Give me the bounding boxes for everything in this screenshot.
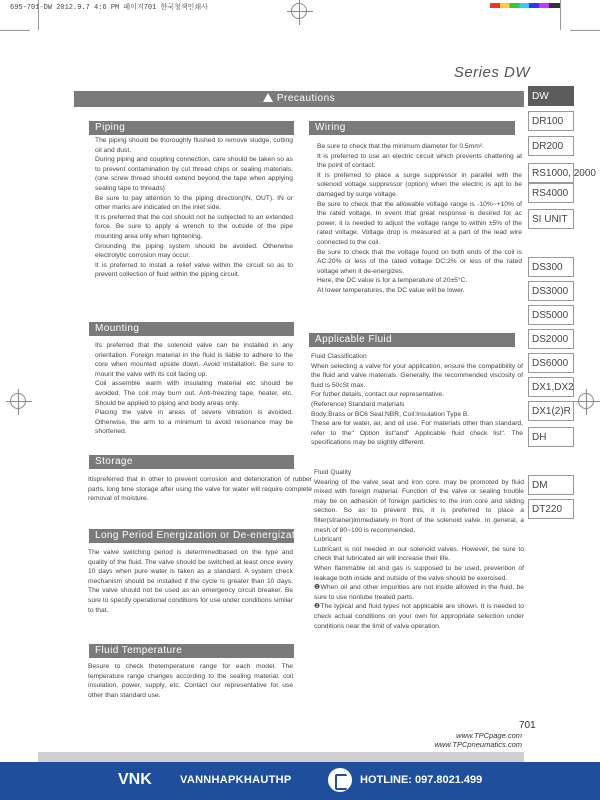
storage-body (88, 475, 312, 504)
fluid-temperature-body (88, 662, 293, 700)
fluid-classification-body (311, 352, 523, 448)
section-header-storage (89, 455, 294, 469)
paragraph: It is preferred to install a relief valve within the circuit so as to prevent collection of fluid within the piping circuit. (95, 261, 293, 279)
mounting-body (95, 341, 293, 437)
tab-rs1000-2000[interactable]: RS1000, 2000 (528, 163, 574, 183)
paragraph: (Reference) Standard materials (311, 400, 405, 408)
brand-name: VANNHAPKHAUTHP (180, 774, 292, 786)
section-header-fluid-temperature (89, 644, 294, 658)
registration-mark-icon (578, 393, 594, 409)
paragraph: When selecting a valve for your application, ensure the compatibility of the fluid and valve materials. Generally, the recommended viscosity of fluid is 50cSt max. (311, 362, 523, 389)
section-title: Piping (95, 122, 126, 133)
paragraph: Lubricant (314, 536, 342, 544)
wiring-body (317, 142, 522, 296)
tab-ds300[interactable]: DS300 (528, 257, 574, 277)
hotline-text[interactable]: HOTLINE: 097.8021.499 (360, 774, 483, 786)
print-header-text: 695-701-DW 2012.9.7 4:6 PM 페이지701 한국청색인쇄사 (10, 4, 208, 12)
paragraph: Body:Brass or BC6 Seal:NBR, Coil:Insulation Type B. (311, 410, 470, 418)
section-header-mounting (89, 322, 294, 336)
section-header-applicable-fluid (309, 333, 515, 347)
tab-si-unit[interactable]: SI UNIT (528, 209, 574, 229)
section-title: Mounting (95, 323, 140, 334)
paragraph: Coil assemble warm with insulating material etc should be avoided. The coil may burn out. Anti-freezing tape, heater, etc. Should be applied to piping and body areas only. (95, 380, 293, 407)
paragraph: ❷The typical and fluid types not applicable are shown. It is needed to check actual conditions on your own for appropriate selection under conditions near the limit of valve operation. (314, 603, 524, 630)
url-tpcpage[interactable]: www.TPCpage.com (456, 731, 522, 740)
tab-dx1-dx2[interactable]: DX1,DX2 (528, 377, 574, 397)
tab-ds2000[interactable]: DS2000 (528, 329, 574, 349)
paragraph: It is preferred to place a surge suppressor in parallel with the solenoid voltage suppressor (option) when the electric is apt to be damaged by surge voltage. (317, 171, 522, 198)
page-number: 701 (519, 720, 536, 731)
paragraph: Grounding the piping system should be avoided. Otherwise electrolytic corrosion may occur. (95, 242, 293, 260)
paragraph: Itispreferred that in other to prevent corrosion and deterioration of rubber parts, long time storage after using the valve for water will require complete removal of moisture. (88, 476, 312, 503)
tab-dr100[interactable]: DR100 (528, 111, 574, 131)
tab-dh[interactable]: DH (528, 427, 574, 447)
paragraph: For futher details, contact our representative. (311, 391, 445, 399)
section-header-piping (89, 121, 294, 135)
phone-icon (328, 768, 352, 792)
footer-band (38, 752, 524, 762)
section-title: Wiring (315, 122, 346, 133)
paragraph: Lubricant is not needed in our solenoid valves. However, be sure to check that lubricated air will increase their life. (314, 545, 524, 563)
paragraph: It is preferred to use an electric circuit which prevents chattering at the point of contact. (317, 152, 522, 170)
long-period-body (88, 548, 293, 615)
paragraph: ❶When oil and other impurities are not inside allowed in the fluid, be sure to use nonlube treated parts. (314, 584, 524, 601)
section-header-long-period (89, 529, 310, 543)
paragraph: Be sure to check that the allowable voltage range is -10%~+10% of the rated voltage. In event that great response is desired for ac power, it is needed to adjust the voltage range to within ±5% of the rated voltage. Voltage drop is measured at a part of the lead wire connected to the coil. (317, 200, 522, 246)
crop-mark (560, 0, 561, 30)
paragraph: When flammable oil and gas is supposed to be used, prevention of leakage both inside and outside of the valve should be exercised. (314, 564, 524, 582)
series-title: Series DW (453, 64, 530, 81)
tab-ds6000[interactable]: DS6000 (528, 353, 574, 373)
section-title: Storage (95, 456, 133, 467)
paragraph: Be sure to check that the voltage found on both ends of the coil is AC:20% or less of the rated voltage DC:2% or less of the rated voltage when it de-energizes. (317, 248, 522, 275)
tab-dt220[interactable]: DT220 (528, 499, 574, 519)
precautions-header (74, 91, 524, 107)
paragraph: Here, the DC value is for a temperature of 20±5°C. (317, 277, 468, 285)
piping-body (95, 136, 293, 280)
crop-mark (38, 0, 39, 30)
paragraph: During piping and coupling connection, care should be taken so as to prevent contamination by cut thread chips or sealing materials.(one screw thread should extend beyond the tape when applying sealing tape to threads) (95, 156, 293, 192)
tab-ds5000[interactable]: DS5000 (528, 305, 574, 325)
section-header-wiring (309, 121, 515, 135)
color-calibration-bar (490, 3, 560, 8)
section-title: Applicable Fluid (315, 334, 392, 345)
paragraph: Fluid Quality (314, 469, 352, 476)
tab-dw[interactable]: DW (528, 86, 574, 106)
tab-ds3000[interactable]: DS3000 (528, 281, 574, 301)
url-tpcpneumatics[interactable]: www.TPCpneumatics.com (434, 740, 522, 749)
tab-dm[interactable]: DM (528, 475, 574, 495)
paragraph: The valve switching period is determinedbased on the type and quality of the fluid. The valve should be switched at least once every 10 days when pure water is taken as a standard. A system check mechanism should be installed if the cycle is greater than 10 days. The valve should not be used as an emergency circuit breaker. Be sure to specify operational conditions for use under conditions similar to that. (88, 549, 293, 614)
section-title: Long Period Energization or De-energization (95, 530, 310, 541)
registration-mark-icon (291, 3, 307, 19)
paragraph: Be sure to pay attention to the piping direction(IN, OUT). IN or other marks are indicated on the inlet side. (95, 194, 293, 212)
warning-icon (263, 93, 273, 102)
paragraph: Be sure to check that the minimum diameter for 0.5mm². (317, 143, 484, 150)
paragraph: Its preferred that the solenoid valve can be installed in any orientation. Foreign material in the fluid is liable to adhere to the core when mounted upside down. Avoid installation. Be sure to mount the valve with its coil facing up. (95, 342, 293, 378)
bottom-banner (0, 762, 600, 800)
fluid-quality-body (314, 468, 524, 631)
paragraph: The piping should be thoroughly flushed to remove sludge, cutting oil and dust. (95, 137, 293, 154)
paragraph: Fluid Classification (311, 353, 367, 360)
tab-dr200[interactable]: DR200 (528, 136, 574, 156)
registration-mark-icon (10, 393, 26, 409)
vnk-logo: VNK (118, 771, 152, 788)
section-title: Fluid Temperature (95, 645, 183, 656)
tab-dx1-2-r[interactable]: DX1(2)R (528, 401, 574, 421)
paragraph: Wearing of the valve seat and iron core. may be promoted by fluid mixed with foreign material. Function of the valve or sealing trouble may be on adhesion of foreign particles to the iron core and sliding section. So as to prevent this, it is preferred to place a filter(strainer)immediately in front of the solenoid valve. In general, a mesh of 80~100 is recommended. (314, 478, 524, 534)
tab-rs4000[interactable]: RS4000 (528, 183, 574, 203)
crop-mark (0, 30, 30, 31)
paragraph: It is preferred that the coil should not be subjected to an extended force. Be sure to apply a wrench to the outside of the pipe mounting area only when tightening. (95, 213, 293, 240)
crop-mark (570, 30, 600, 31)
precautions-title: Precautions (276, 93, 336, 104)
paragraph: Placing the valve in areas of severe vibration is avoided. Otherwise, the arm to a minimum to avoid resonance may be shortened. (95, 409, 293, 436)
paragraph: At lower temperatures, the DC value will be lower. (317, 286, 465, 294)
paragraph: These are for water, air, and oil use. For materials other than standard, refer to the" Option list"and" Applicable fluid check list". The specifications may be slightly different. (311, 420, 523, 447)
paragraph: Besure to check thetemperature range for each model. The temperature range changes according to the sealing material, coil insulation, power, supply, etc. Contact our representative for use other than standard use. (88, 663, 293, 699)
